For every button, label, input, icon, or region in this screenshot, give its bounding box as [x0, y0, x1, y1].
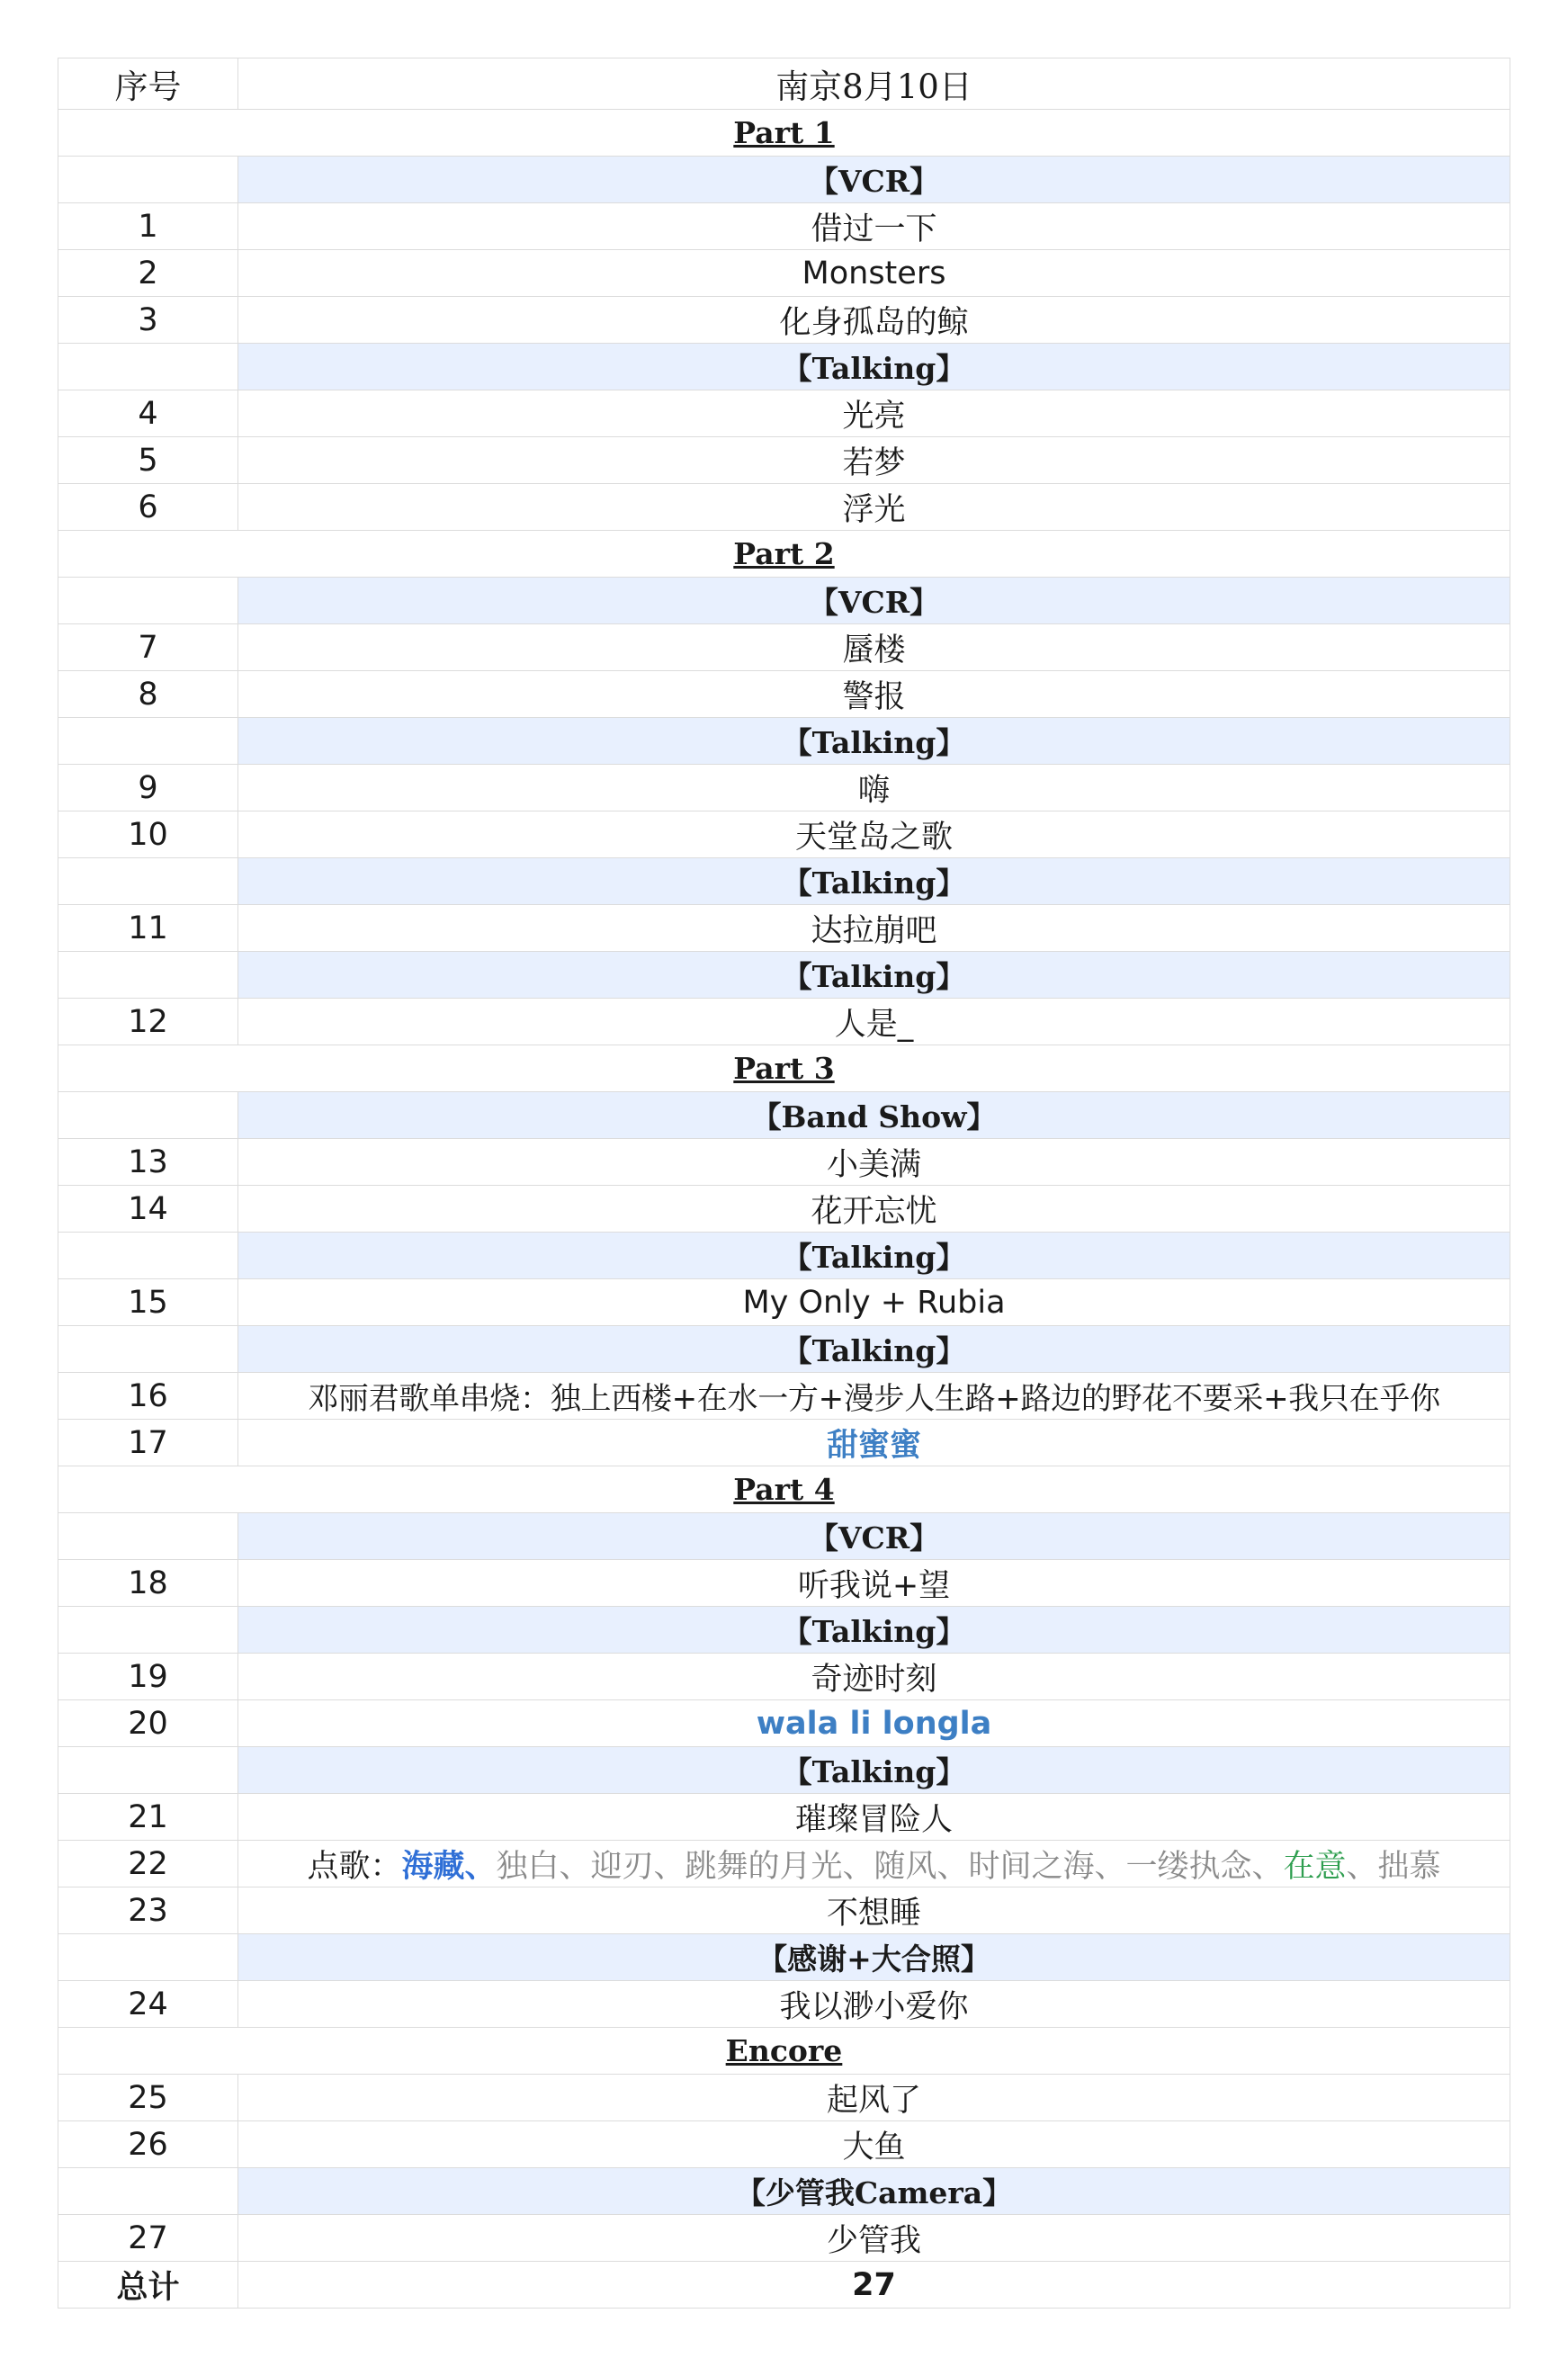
song-row [58, 1841, 1510, 1887]
segment-cell[interactable]: 【VCR】 [238, 578, 1510, 624]
request-part: 在意 [1283, 1848, 1347, 1885]
part-heading[interactable]: Encore [58, 2028, 1510, 2075]
number-cell[interactable]: 26 [58, 2121, 238, 2168]
total-label[interactable]: 总计 [58, 2262, 238, 2309]
setlist-body [58, 58, 1510, 2309]
song-title-cell[interactable]: 蜃楼 [238, 624, 1510, 671]
song-title-cell[interactable]: 璀璨冒险人 [238, 1794, 1510, 1841]
song-row [58, 1279, 1510, 1326]
request-part: 、拙慕 [1346, 1848, 1441, 1885]
segment-row [58, 1233, 1510, 1279]
segment-cell[interactable]: 【Band Show】 [238, 1092, 1510, 1139]
segment-row [58, 2168, 1510, 2215]
segment-cell[interactable]: 【Talking】 [238, 718, 1510, 765]
number-cell[interactable]: 27 [58, 2215, 238, 2262]
song-row [58, 1560, 1510, 1607]
song-row [58, 1887, 1510, 1934]
song-row [58, 905, 1510, 952]
song-row [58, 297, 1510, 344]
song-title-cell[interactable]: 达拉崩吧 [238, 905, 1510, 952]
number-cell[interactable]: 11 [58, 905, 238, 952]
number-cell[interactable]: 20 [58, 1700, 238, 1747]
song-row [58, 1700, 1510, 1747]
segment-row [58, 1934, 1510, 1981]
segment-cell[interactable]: 【Talking】 [238, 1326, 1510, 1373]
song-row [58, 811, 1510, 858]
number-cell[interactable] [58, 1513, 238, 1560]
song-title-cell[interactable]: 天堂岛之歌 [238, 811, 1510, 858]
song-title-cell[interactable]: 化身孤岛的鲸 [238, 297, 1510, 344]
segment-row [58, 1607, 1510, 1654]
segment-row [58, 952, 1510, 999]
song-title-cell[interactable]: 嗨 [238, 765, 1510, 811]
segment-cell[interactable]: 【Talking】 [238, 344, 1510, 390]
header-cell-title[interactable]: 南京8月10日 [238, 58, 1510, 110]
number-cell[interactable]: 14 [58, 1186, 238, 1233]
segment-row [58, 858, 1510, 905]
number-cell[interactable]: 7 [58, 624, 238, 671]
song-row [58, 999, 1510, 1045]
number-cell[interactable] [58, 578, 238, 624]
song-title-cell[interactable]: 浮光 [238, 484, 1510, 531]
number-cell[interactable]: 12 [58, 999, 238, 1045]
song-title-cell[interactable]: 我以渺小爱你 [238, 1981, 1510, 2028]
number-cell[interactable]: 18 [58, 1560, 238, 1607]
song-row [58, 203, 1510, 250]
part-row [58, 110, 1510, 157]
number-cell[interactable]: 24 [58, 1981, 238, 2028]
number-cell[interactable] [58, 1092, 238, 1139]
song-title-cell[interactable]: My Only + Rubia [238, 1279, 1510, 1326]
request-part: 点歌： [307, 1848, 402, 1885]
number-cell[interactable]: 1 [58, 203, 238, 250]
number-cell[interactable] [58, 1747, 238, 1794]
song-title-cell[interactable]: 听我说+望 [238, 1560, 1510, 1607]
segment-cell[interactable]: 【Talking】 [238, 1233, 1510, 1279]
song-title-cell[interactable]: 小美满 [238, 1139, 1510, 1186]
song-row [58, 1981, 1510, 2028]
request-part: 独白、迎刃、跳舞的月光、随风、时间之海、一缕执念、 [496, 1848, 1284, 1885]
total-row [58, 2262, 1510, 2309]
song-row [58, 484, 1510, 531]
song-row [58, 1139, 1510, 1186]
part-heading[interactable]: Part 1 [58, 110, 1510, 157]
song-title-cell[interactable]: 少管我 [238, 2215, 1510, 2262]
segment-row [58, 1513, 1510, 1560]
number-cell[interactable]: 21 [58, 1794, 238, 1841]
song-title-cell[interactable]: 甜蜜蜜 [238, 1420, 1510, 1466]
number-cell[interactable] [58, 157, 238, 203]
number-cell[interactable]: 23 [58, 1887, 238, 1934]
song-row [58, 1794, 1510, 1841]
number-cell[interactable]: 6 [58, 484, 238, 531]
number-cell[interactable] [58, 344, 238, 390]
part-heading[interactable]: Part 3 [58, 1045, 1510, 1092]
segment-cell[interactable]: 【VCR】 [238, 157, 1510, 203]
song-row [58, 1186, 1510, 1233]
number-cell[interactable]: 4 [58, 390, 238, 437]
segment-cell[interactable]: 【感谢+大合照】 [238, 1934, 1510, 1981]
number-cell[interactable]: 15 [58, 1279, 238, 1326]
part-heading[interactable]: Part 4 [58, 1466, 1510, 1513]
part-heading[interactable]: Part 2 [58, 531, 1510, 578]
part-row [58, 1045, 1510, 1092]
number-cell[interactable]: 19 [58, 1654, 238, 1700]
song-row [58, 437, 1510, 484]
song-title-cell[interactable]: 光亮 [238, 390, 1510, 437]
song-row [58, 2215, 1510, 2262]
header-row [58, 58, 1510, 110]
part-row [58, 1466, 1510, 1513]
segment-row [58, 578, 1510, 624]
segment-cell[interactable]: 【Talking】 [238, 1747, 1510, 1794]
song-row [58, 624, 1510, 671]
number-cell[interactable]: 17 [58, 1420, 238, 1466]
song-title-cell[interactable]: 若梦 [238, 437, 1510, 484]
request-part: 海藏、 [401, 1848, 497, 1885]
setlist-table [58, 58, 1510, 2309]
number-cell[interactable] [58, 1934, 238, 1981]
song-title-cell[interactable]: 起风了 [238, 2075, 1510, 2121]
segment-cell[interactable]: 【少管我Camera】 [238, 2168, 1510, 2215]
part-row [58, 2028, 1510, 2075]
song-row [58, 765, 1510, 811]
number-cell[interactable] [58, 1326, 238, 1373]
number-cell[interactable]: 5 [58, 437, 238, 484]
request-songs-cell[interactable] [238, 1841, 1510, 1887]
segment-cell[interactable]: 【VCR】 [238, 1513, 1510, 1560]
song-title-cell[interactable]: 人是_ [238, 999, 1510, 1045]
song-title-cell[interactable]: 警报 [238, 671, 1510, 718]
number-cell[interactable]: 22 [58, 1841, 238, 1887]
number-cell[interactable]: 9 [58, 765, 238, 811]
segment-row [58, 718, 1510, 765]
segment-cell[interactable]: 【Talking】 [238, 1607, 1510, 1654]
song-title-cell[interactable]: wala li longla [238, 1700, 1510, 1747]
song-title-cell[interactable]: 奇迹时刻 [238, 1654, 1510, 1700]
number-cell[interactable]: 10 [58, 811, 238, 858]
song-title-cell[interactable]: 借过一下 [238, 203, 1510, 250]
number-cell[interactable]: 2 [58, 250, 238, 297]
number-cell[interactable]: 13 [58, 1139, 238, 1186]
number-cell[interactable] [58, 1607, 238, 1654]
song-row [58, 390, 1510, 437]
song-row [58, 2121, 1510, 2168]
number-cell[interactable]: 3 [58, 297, 238, 344]
number-cell[interactable] [58, 1233, 238, 1279]
song-row [58, 671, 1510, 718]
segment-row [58, 1326, 1510, 1373]
song-row [58, 1654, 1510, 1700]
number-cell[interactable]: 25 [58, 2075, 238, 2121]
song-row [58, 1373, 1510, 1420]
song-title-cell[interactable]: 花开忘忧 [238, 1186, 1510, 1233]
part-row [58, 531, 1510, 578]
song-row [58, 2075, 1510, 2121]
number-cell[interactable] [58, 858, 238, 905]
song-title-cell[interactable]: 大鱼 [238, 2121, 1510, 2168]
total-value[interactable]: 27 [238, 2262, 1510, 2309]
segment-row [58, 1092, 1510, 1139]
song-title-cell[interactable]: 不想睡 [238, 1887, 1510, 1934]
segment-row [58, 157, 1510, 203]
number-cell[interactable] [58, 718, 238, 765]
segment-cell[interactable]: 【Talking】 [238, 858, 1510, 905]
song-title-cell[interactable]: Monsters [238, 250, 1510, 297]
header-cell-number[interactable]: 序号 [58, 58, 238, 110]
song-title-cell[interactable]: 邓丽君歌单串烧：独上西楼+在水一方+漫步人生路+路边的野花不要采+我只在乎你 [238, 1373, 1510, 1420]
number-cell[interactable] [58, 2168, 238, 2215]
number-cell[interactable]: 16 [58, 1373, 238, 1420]
song-row [58, 1420, 1510, 1466]
segment-row [58, 344, 1510, 390]
segment-cell[interactable]: 【Talking】 [238, 952, 1510, 999]
number-cell[interactable] [58, 952, 238, 999]
segment-row [58, 1747, 1510, 1794]
number-cell[interactable]: 8 [58, 671, 238, 718]
song-row [58, 250, 1510, 297]
